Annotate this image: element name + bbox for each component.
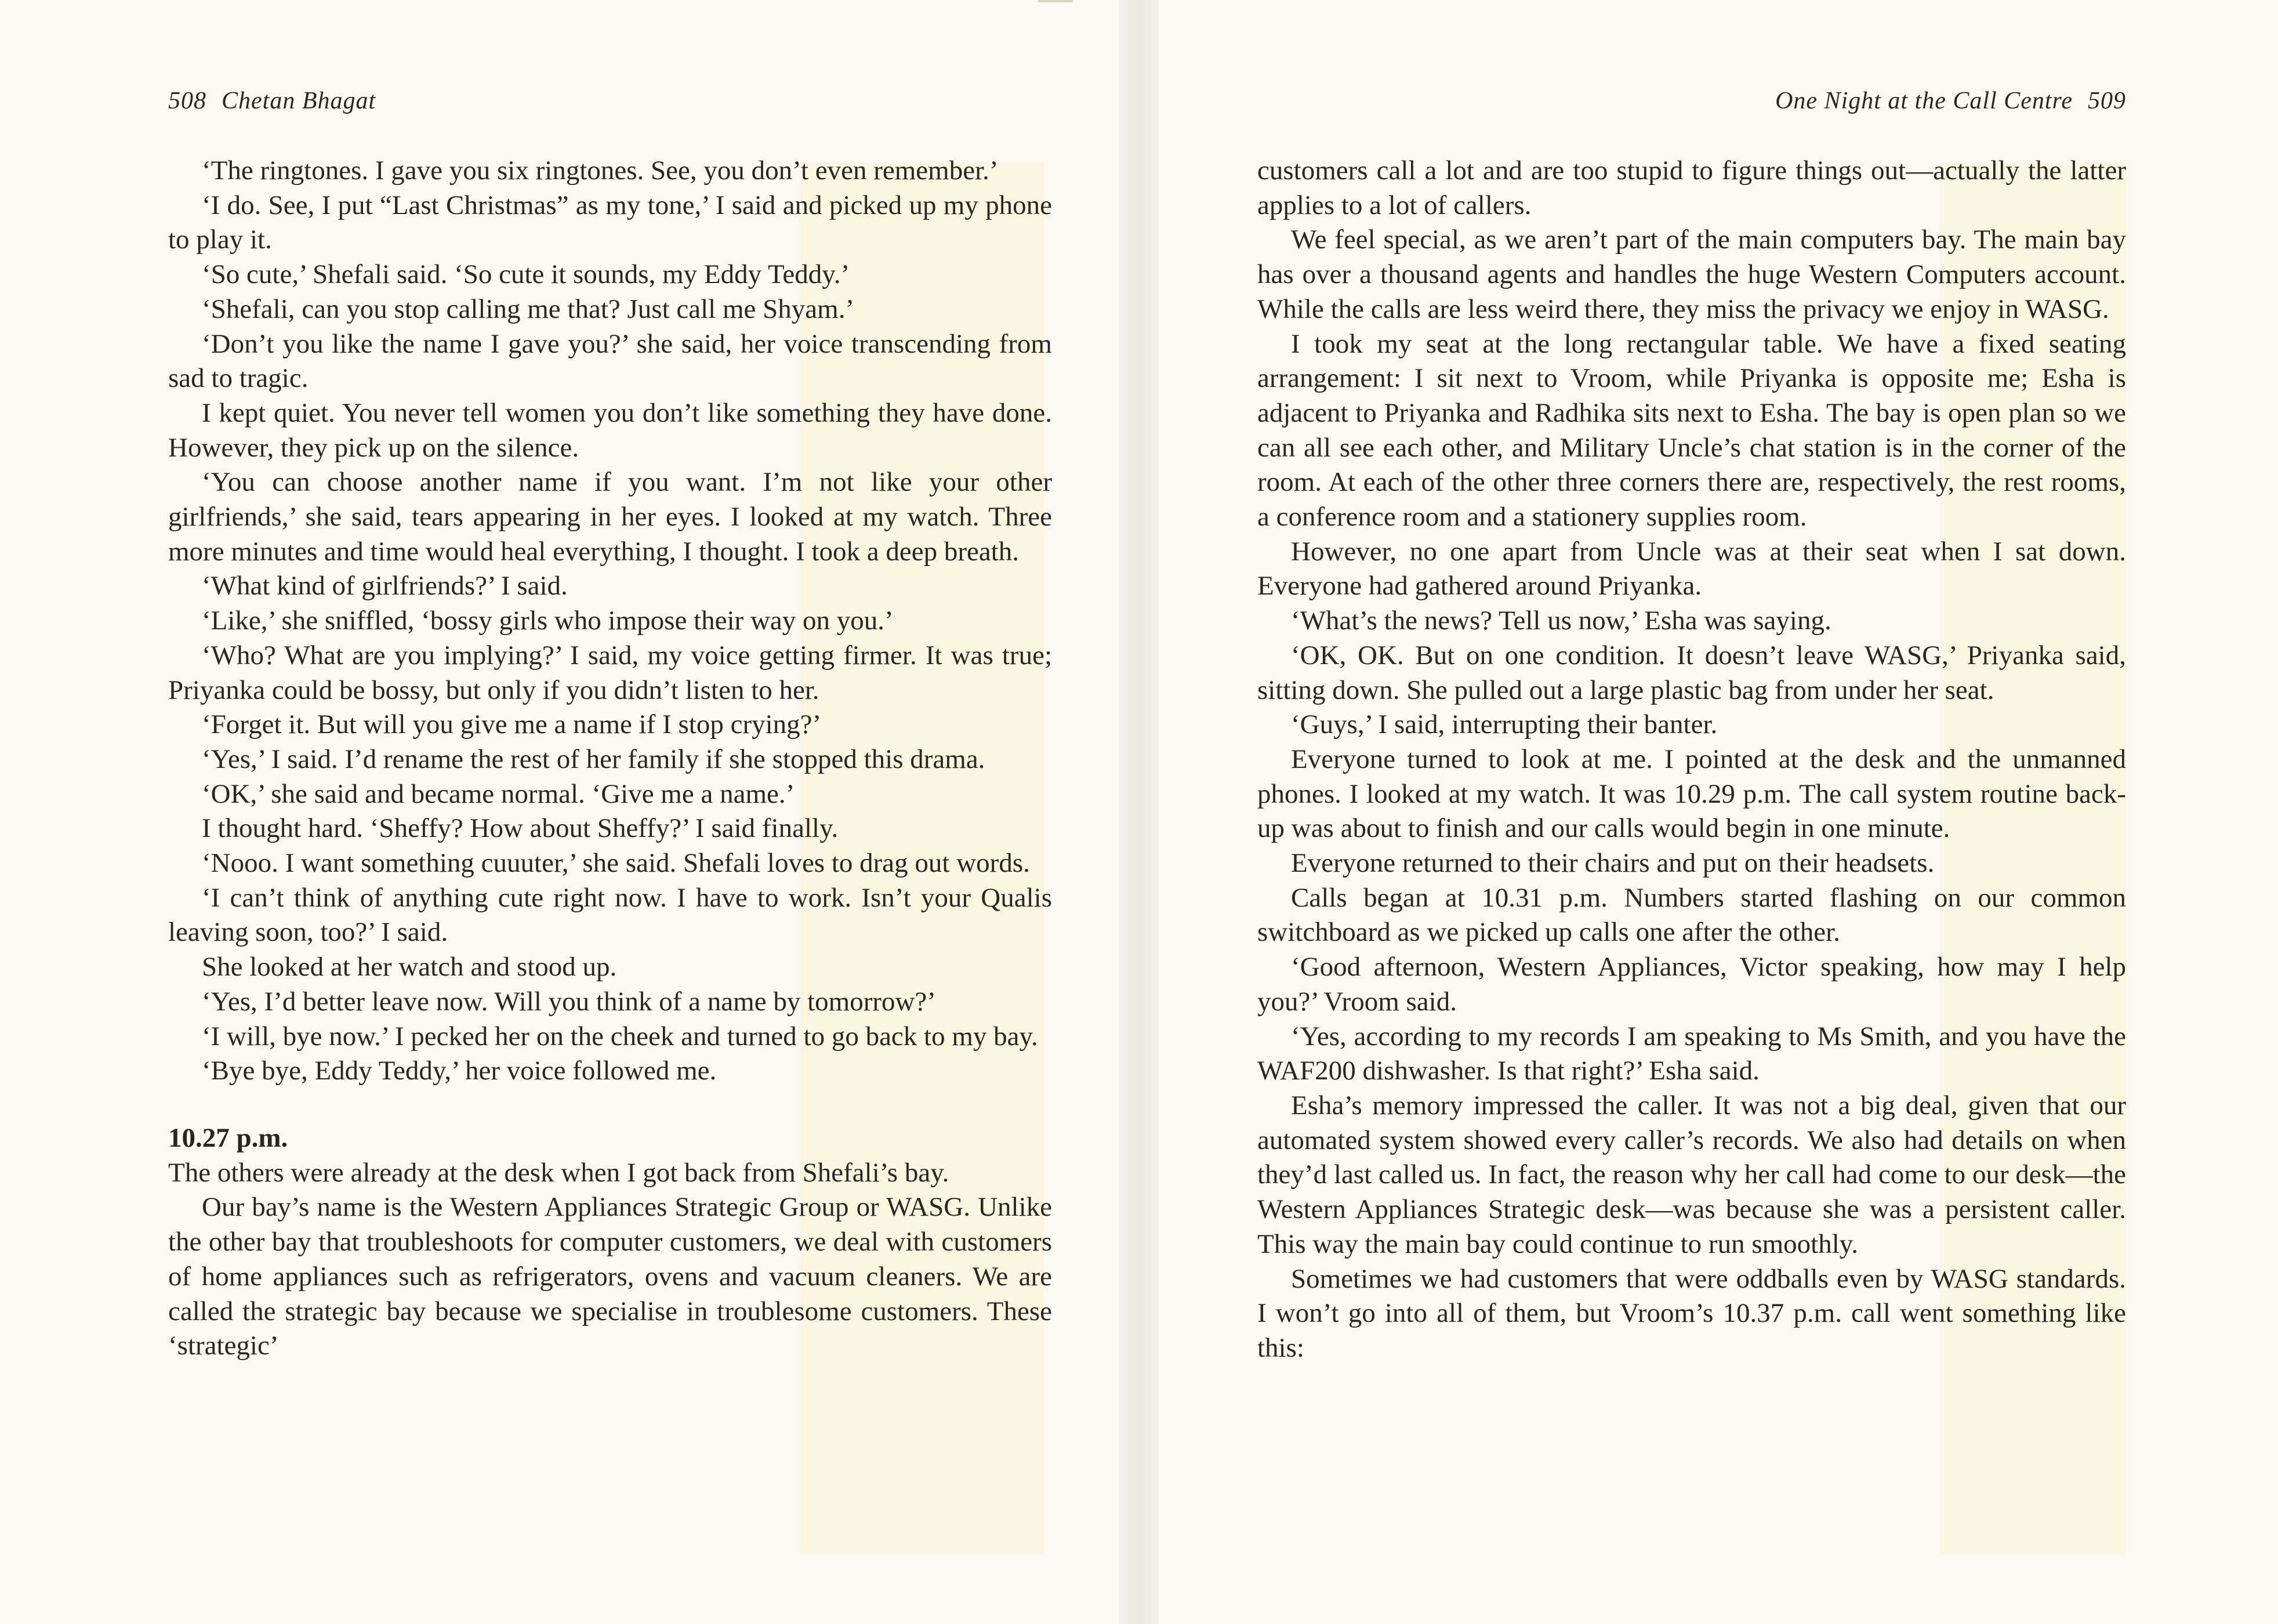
book-gutter	[1119, 0, 1159, 1624]
right-running-title: One Night at the Call Centre	[1775, 88, 2073, 114]
paragraph: ‘Who? What are you implying?’ I said, my voice getting firmer. It was true; Priyanka could be bossy, but only if you didn’t listen to her.	[168, 640, 1052, 705]
paragraph: I took my seat at the long rectangular table. We have a fixed seating arrangement: I sit next to Vroom, while Priyanka is opposite me; Esha is adjacent to Priyanka and Radhika sits next to Esha. The bay is open plan so we can all see each other, and Military Uncle’s chat station is in the corner of the room. At each of the other three corners there are, respectively, the rest rooms, a conference room and a stationery supplies room.	[1257, 328, 2126, 532]
right-page	[1139, 0, 2278, 1624]
paragraph: I thought hard. ‘Sheffy? How about Sheffy?’ I said finally.	[202, 813, 839, 844]
paragraph: She looked at her watch and stood up.	[202, 952, 617, 983]
paragraph: Everyone returned to their chairs and put on their headsets.	[1291, 848, 1935, 879]
paragraph: Calls began at 10.31 p.m. Numbers started flashing on our common switchboard as we picked up calls one after the other.	[1257, 882, 2126, 948]
paragraph: ‘Bye bye, Eddy Teddy,’ her voice followed me.	[202, 1056, 717, 1086]
paragraph: ‘Guys,’ I said, interrupting their banter.	[1291, 709, 1718, 740]
paragraph: Esha’s memory impressed the caller. It was not a big deal, given that our automated system showed every caller’s records. We also had details on when they’d last called us. In fact, the reason why her call had come to our desk—the Western Appliances Strategic desk—was because she was a persistent caller. This way the main bay could continue to run smoothly.	[1257, 1090, 2126, 1259]
paragraph: Our bay’s name is the Western Appliances Strategic Group or WASG. Unlike the other bay that troubleshoots for computer customers, we deal with customers of home appliances such as refrigerators, ovens and vacuum cleaners. We are called the strategic bay because we specialise in troublesome customers. These ‘strategic’	[168, 1192, 1052, 1361]
paragraph: ‘I do. See, I put “Last Christmas” as my tone,’ I said and picked up my phone to play it.	[168, 190, 1052, 255]
paragraph: ‘So cute,’ Shefali said. ‘So cute it sounds, my Eddy Teddy.’	[202, 259, 850, 290]
paragraph: ‘Yes,’ I said. I’d rename the rest of her family if she stopped this drama.	[202, 744, 985, 774]
paragraph: ‘Like,’ she sniffled, ‘bossy girls who impose their way on you.’	[202, 606, 894, 636]
paragraph: I kept quiet. You never tell women you don’t like something they have done. However, they pick up on the silence.	[168, 397, 1052, 463]
paragraph: ‘The ringtones. I gave you six ringtones. See, you don’t even remember.’	[202, 155, 999, 186]
paragraph: ‘Don’t you like the name I gave you?’ she said, her voice transcending from sad to tragic.	[168, 328, 1052, 394]
right-running-head	[1257, 87, 2126, 122]
section-heading: 10.27 p.m.	[168, 1122, 288, 1153]
paragraph: ‘Nooo. I want something cuuuter,’ she said. Shefali loves to drag out words.	[202, 848, 1030, 879]
paragraph: ‘What’s the news? Tell us now,’ Esha was saying.	[1291, 606, 1831, 636]
paragraph: customers call a lot and are too stupid to figure things out—actually the latter applies to a lot of callers.	[1257, 155, 2126, 220]
paragraph: ‘I can’t think of anything cute right now. I have to work. Isn’t your Qualis leaving soon, too?’ I said.	[168, 882, 1052, 948]
paragraph: ‘Good afternoon, Western Appliances, Victor speaking, how may I help you?’ Vroom said.	[1257, 952, 2126, 1017]
paragraph: The others were already at the desk when I got back from Shefali’s bay.	[168, 1157, 949, 1188]
paragraph: ‘OK, OK. But on one condition. It doesn’t leave WASG,’ Priyanka said, sitting down. She pulled out a large plastic bag from under her seat.	[1257, 640, 2126, 705]
left-page-number: 508	[168, 88, 206, 114]
paragraph: ‘I will, bye now.’ I pecked her on the cheek and turned to go back to my bay.	[202, 1021, 1038, 1052]
right-page-number: 509	[2088, 88, 2126, 114]
paragraph: ‘Yes, I’d better leave now. Will you think of a name by tomorrow?’	[202, 986, 936, 1017]
left-running-head	[168, 87, 1052, 122]
paragraph: Sometimes we had customers that were oddballs even by WASG standards. I won’t go into all of them, but Vroom’s 10.37 p.m. call went something like this:	[1257, 1263, 2126, 1363]
paragraph: ‘Forget it. But will you give me a name if I stop crying?’	[202, 709, 822, 740]
page-edge-mark	[1038, 0, 1073, 2]
paragraph: ‘What kind of girlfriends?’ I said.	[202, 571, 568, 601]
paragraph: However, no one apart from Uncle was at their seat when I sat down. Everyone had gathered around Priyanka.	[1257, 536, 2126, 601]
paragraph: We feel special, as we aren’t part of the main computers bay. The main bay has over a thousand agents and handles the huge Western Computers account. While the calls are less weird there, they miss the privacy we enjoy in WASG.	[1257, 224, 2126, 324]
paragraph: ‘OK,’ she said and became normal. ‘Give me a name.’	[202, 778, 795, 809]
paragraph: Everyone turned to look at me. I pointed at the desk and the unmanned phones. I looked at my watch. It was 10.29 p.m. The call system routine back-up was about to finish and our calls would begin in one minute.	[1257, 744, 2126, 844]
left-running-title: Chetan Bhagat	[222, 88, 376, 114]
paragraph: ‘You can choose another name if you want. I’m not like your other girlfriends,’ she said, tears appearing in her eyes. I looked at my watch. Three more minutes and time would heal everything, I thought. I took a deep breath.	[168, 467, 1052, 567]
paragraph: ‘Yes, according to my records I am speaking to Ms Smith, and you have the WAF200 dishwasher. Is that right?’ Esha said.	[1257, 1021, 2126, 1086]
right-page-body	[1257, 154, 2126, 1366]
left-page-body	[168, 154, 1052, 1364]
paragraph: ‘Shefali, can you stop calling me that? Just call me Shyam.’	[202, 293, 855, 324]
